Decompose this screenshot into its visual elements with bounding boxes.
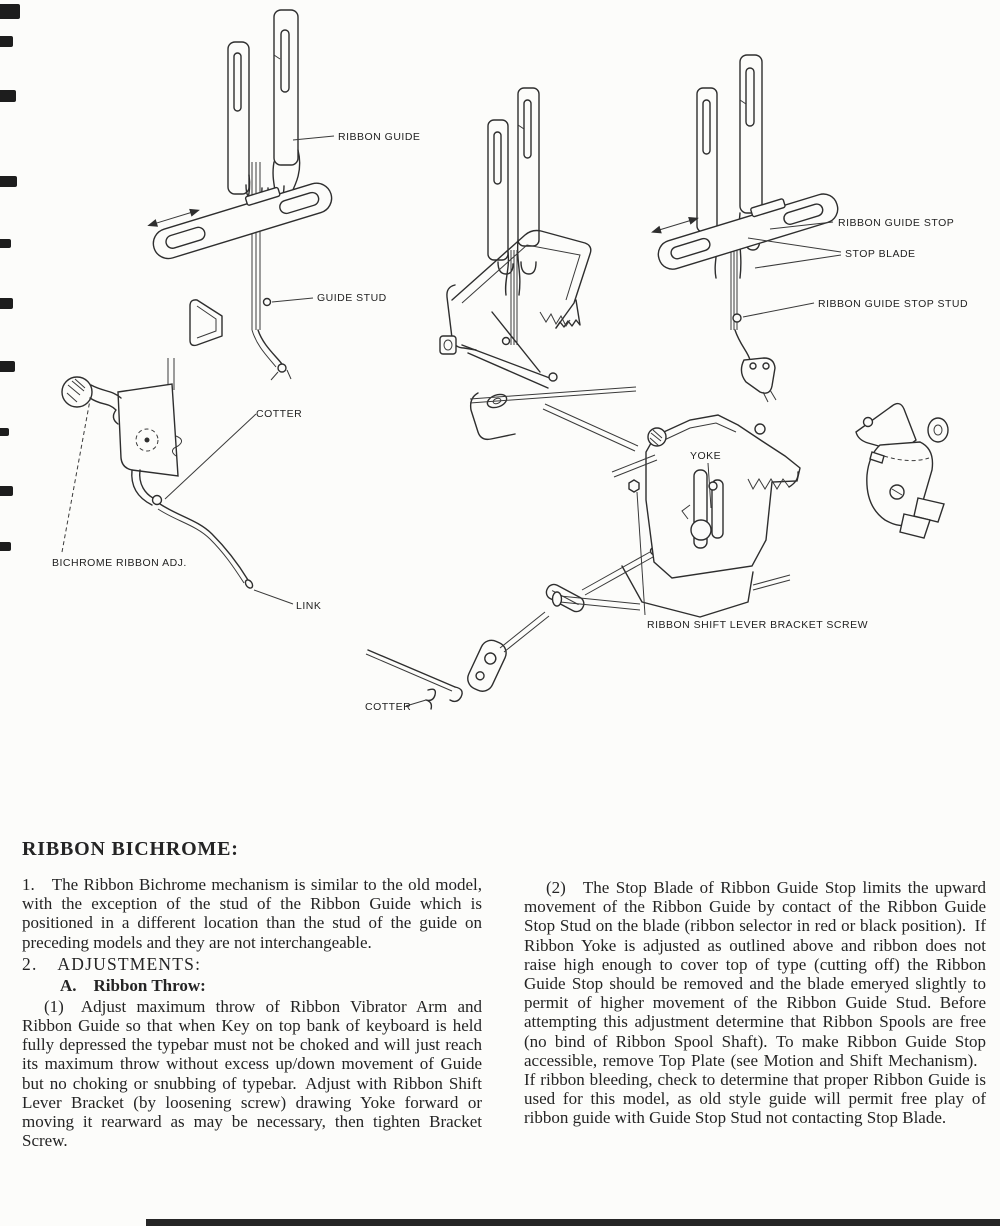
adjustments-heading: 2. ADJUSTMENTS: [22, 953, 202, 974]
bichrome-lever [62, 358, 182, 505]
middle-assembly [440, 88, 658, 695]
section-heading: RIBBON BICHROME: [22, 838, 239, 860]
label-ribbon-guide: RIBBON GUIDE [338, 131, 421, 143]
label-ribbon-guide-stop: RIBBON GUIDE STOP [838, 217, 955, 229]
paragraph-3: (2) The Stop Blade of Ribbon Guide Stop limits the upward movement of the Ribbon Guide by contact of the Ribbon Guide Stop Stud on the blade (ribbon selector in red or black position). If Ribbon Yoke is adjusted as outlined above and ribbon does not raise high enough to cover top of type (cutting off) the Ribbon Guide Stop should be removed and the blade emeryed slightly to permit of higher movement of the Ribbon Guide Stud. Before attempting this adjustment determine that Ribbon Spools are free (no bind of Ribbon Spool Shaft). To make Ribbon Guide Stop accessible, remove Top Plate (see Motion and Shift Mechanism). If ribbon bleeding, check to determine that proper Ribbon Guide is used for this model, as old style guide will permit free play of ribbon guide with Guide Stop Stud not contacting Stop Blade. [524, 878, 986, 1128]
right-column [524, 878, 986, 1128]
spool-bracket-part [856, 404, 948, 538]
yoke-frame [553, 415, 801, 617]
label-cotter-upper: COTTER [256, 408, 303, 420]
label-guide-stud: GUIDE STUD [317, 292, 387, 304]
label-bichrome-ribbon-adj: BICHROME RIBBON ADJ. [52, 557, 187, 569]
label-yoke: YOKE [690, 450, 722, 462]
paragraph-1: 1. The Ribbon Bichrome mechanism is similar to the old model, with the exception of the stud of the Ribbon Guide which is positioned in a different location than the stud of the guide on preceding models and they are not interchangeable. [22, 875, 482, 952]
label-cotter-lower: COTTER [365, 701, 412, 713]
label-ribbon-guide-stop-stud: RIBBON GUIDE STOP STUD [818, 298, 969, 310]
label-ribbon-shift-lever-bracket-screw: RIBBON SHIFT LEVER BRACKET SCREW [647, 619, 868, 631]
scan-edge-bar [146, 1219, 1000, 1226]
link-wire [158, 504, 254, 589]
left-column [22, 838, 482, 1150]
ribbon-throw-heading: A. Ribbon Throw: [60, 975, 206, 995]
paragraph-2: (1) Adjust maximum throw of Ribbon Vibrator Arm and Ribbon Guide so that when Key on top bank of keyboard is held fully depressed the typebar must not be choked and will just reach its maximum throw without excess up/down movement of Guide but no choking or snubbing of typebar. Adjust with Ribbon Shift Lever Bracket (by loosening screw) drawing Yoke forward or moving it rearward as may be necessary, then tighten Bracket Screw. [22, 996, 482, 1151]
label-link: LINK [296, 600, 322, 612]
label-stop-blade: STOP BLADE [845, 248, 916, 260]
